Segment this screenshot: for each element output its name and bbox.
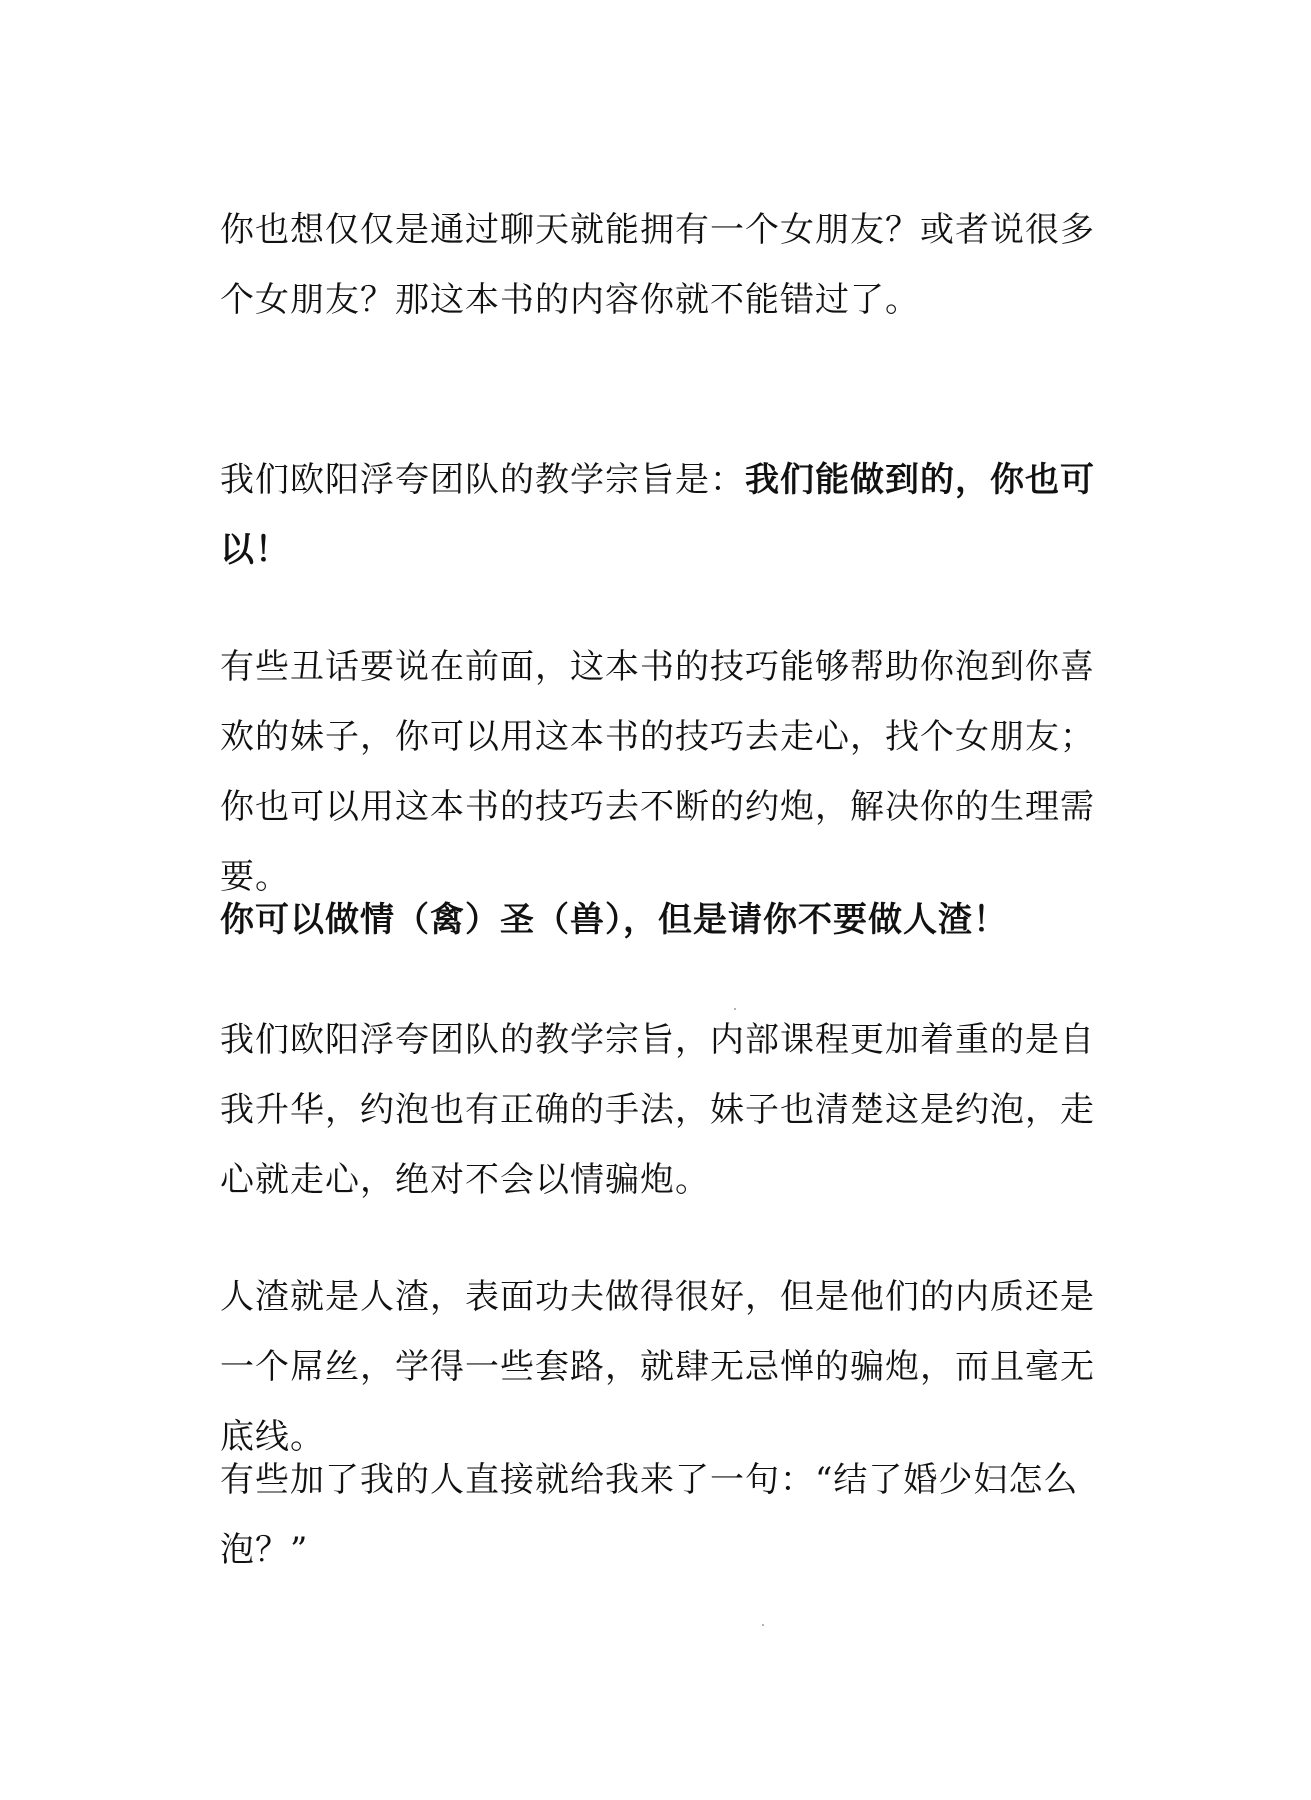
paragraph-warning: 有些丑话要说在前面，这本书的技巧能够帮助你泡到你喜欢的妹子，你可以用这本书的技巧去走心，找个女朋友；你也可以用这本书的技巧去不断的约炮，解决你的生理需要。 — [220, 647, 1095, 897]
paragraph-intro: 你也想仅仅是通过聊天就能拥有一个女朋友？或者说很多个女朋友？那这本书的内容你就不能错过了。 — [220, 210, 1095, 320]
paragraph-question: 有些加了我的人直接就给我来了一句：“结了婚少妇怎么泡？” — [220, 1460, 1079, 1570]
scan-speck — [762, 1624, 764, 1626]
paragraph-course-focus: 我们欧阳浮夸团队的教学宗旨，内部课程更加着重的是自我升华，约泡也有正确的手法，妹子也清楚这是约泡，走心就走心，绝对不会以情骗炮。 — [220, 1020, 1095, 1200]
scan-speck — [734, 1008, 736, 1010]
paragraph-bold-statement: 你可以做情（禽）圣（兽），但是请你不要做人渣！ — [220, 900, 1008, 940]
paragraph-teaching-aim — [220, 445, 1100, 585]
teaching-aim-emphasis: 我们能做到的，你也可以！ — [220, 460, 1095, 570]
teaching-aim-lead: 我们欧阳浮夸团队的教学宗旨是： — [220, 460, 745, 500]
paragraph-scumbag: 人渣就是人渣，表面功夫做得很好，但是他们的内质还是一个屌丝，学得一些套路，就肆无忌惮的骗炮，而且毫无底线。 — [220, 1277, 1095, 1457]
